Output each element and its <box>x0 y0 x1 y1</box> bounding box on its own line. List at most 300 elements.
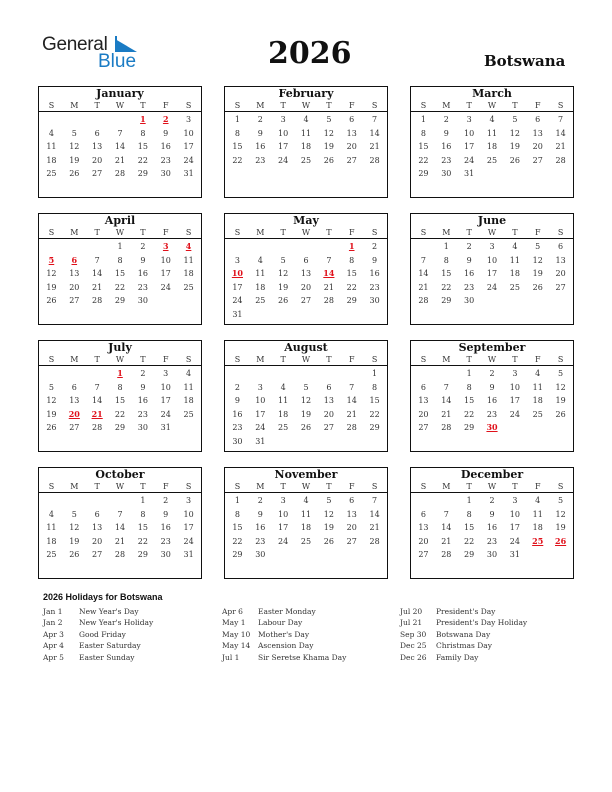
day-cell: 10 <box>183 128 194 138</box>
day-cell: 2 <box>489 496 495 505</box>
weekday-label: T <box>140 355 146 364</box>
day-cell: 27 <box>418 550 429 560</box>
day-cell <box>340 548 363 562</box>
day-cell: 2 <box>489 369 495 378</box>
day-cell: 3 <box>466 115 472 124</box>
day-cell: 25 <box>278 423 289 433</box>
day-cell <box>481 294 504 308</box>
day-cell: 25 <box>46 550 57 560</box>
day-cell: 24 <box>160 282 171 292</box>
day-cell: 27 <box>92 550 103 560</box>
holiday-entry-date: Apr 4 <box>43 641 64 651</box>
day-cell: 27 <box>555 282 566 292</box>
day-cell: 5 <box>512 115 518 124</box>
day-cell <box>412 367 435 381</box>
weekday-label: F <box>162 482 169 491</box>
day-cell: 1 <box>372 369 378 378</box>
day-cell: 7 <box>372 496 378 505</box>
day-cell: 27 <box>92 169 103 179</box>
day-cell: 26 <box>323 155 334 165</box>
week-row <box>226 127 386 141</box>
weekday-label: T <box>326 355 332 364</box>
day-cell: 5 <box>558 369 564 378</box>
day-cell: 16 <box>255 523 266 533</box>
holiday-entry-name: Sir Seretse Khama Day <box>258 652 347 662</box>
week-row <box>40 254 200 268</box>
day-cell: 4 <box>489 115 495 124</box>
day-cell: 16 <box>160 523 171 533</box>
week-row <box>226 381 386 395</box>
holiday-entry-name: Good Friday <box>79 629 126 639</box>
day-cell <box>435 367 458 381</box>
day-cell: 18 <box>183 269 194 279</box>
day-cell: 1 <box>466 496 472 505</box>
day-cell: 31 <box>509 550 520 560</box>
day-cell: 13 <box>300 269 312 279</box>
day-cell: 8 <box>140 128 146 138</box>
day-cell: 21 <box>369 523 380 533</box>
day-cell: 29 <box>369 423 380 433</box>
day-cell: 17 <box>160 396 171 406</box>
day-cell: 1 <box>234 115 240 124</box>
holiday-date: 1 <box>348 241 355 251</box>
day-cell: 15 <box>137 142 148 152</box>
holiday-date: 21 <box>91 408 103 419</box>
day-cell <box>526 548 549 562</box>
weekday-label: T <box>280 355 286 364</box>
day-cell: 8 <box>466 509 472 519</box>
weekday-label: S <box>48 228 55 237</box>
weekday-label: M <box>70 228 79 237</box>
month-august <box>224 340 388 452</box>
weekday-label: F <box>162 355 169 364</box>
day-cell: 5 <box>558 496 564 505</box>
day-cell: 30 <box>232 436 243 446</box>
day-cell: 16 <box>137 269 148 279</box>
day-cell: 31 <box>255 436 266 446</box>
day-cell: 16 <box>232 409 243 419</box>
day-cell: 15 <box>369 396 380 406</box>
day-cell: 9 <box>257 509 263 519</box>
day-cell: 6 <box>349 496 355 505</box>
week-row <box>40 421 200 435</box>
day-cell: 3 <box>186 496 192 505</box>
day-cell: 24 <box>486 282 498 292</box>
day-cell: 17 <box>183 142 194 152</box>
day-cell <box>63 494 86 508</box>
day-cell: 11 <box>509 255 520 265</box>
day-cell: 31 <box>160 423 171 433</box>
day-cell: 8 <box>140 509 146 519</box>
weekday-label: F <box>348 228 355 237</box>
holiday-entry-name: Botswana Day <box>436 629 491 639</box>
weekday-label: W <box>115 101 125 110</box>
month-title: October <box>95 468 145 481</box>
weekday-label: T <box>512 355 518 364</box>
day-cell: 5 <box>48 382 54 392</box>
month-february <box>224 86 388 198</box>
week-row <box>40 267 200 281</box>
day-cell: 10 <box>278 128 289 138</box>
day-cell: 11 <box>183 255 194 265</box>
day-cell: 2 <box>257 496 263 505</box>
weekday-label: S <box>557 355 564 364</box>
weekday-label: F <box>534 101 541 110</box>
day-cell: 19 <box>323 142 334 152</box>
day-cell: 28 <box>418 296 429 306</box>
day-cell: 26 <box>69 550 80 560</box>
day-cell: 23 <box>486 536 498 546</box>
day-cell <box>503 294 526 308</box>
holiday-entry <box>400 629 527 640</box>
day-cell: 12 <box>46 396 57 406</box>
day-cell: 24 <box>509 409 520 419</box>
holiday-entry <box>400 606 527 617</box>
day-cell: 28 <box>346 423 357 433</box>
day-cell: 27 <box>323 423 334 433</box>
day-cell: 11 <box>532 509 543 519</box>
day-cell: 22 <box>137 155 148 165</box>
day-cell: 9 <box>372 255 378 265</box>
day-cell: 14 <box>92 269 103 279</box>
day-cell: 10 <box>486 255 498 265</box>
day-cell: 28 <box>114 550 126 560</box>
day-cell: 17 <box>232 282 243 292</box>
holiday-entry-date: May 14 <box>222 641 251 651</box>
day-cell: 23 <box>441 155 452 165</box>
day-cell: 19 <box>278 282 289 292</box>
week-row <box>412 127 572 141</box>
day-cell: 24 <box>160 409 171 419</box>
week-row <box>412 113 572 127</box>
week-row <box>40 167 200 181</box>
day-cell: 23 <box>369 282 380 292</box>
day-cell: 6 <box>94 509 100 519</box>
holiday-entry <box>400 617 527 628</box>
day-cell: 11 <box>300 128 312 138</box>
day-cell: 26 <box>532 282 543 292</box>
holiday-date: 30 <box>486 422 498 433</box>
holiday-date: 2 <box>162 114 169 124</box>
holiday-entry <box>222 652 346 663</box>
day-cell: 3 <box>280 115 286 124</box>
day-cell: 30 <box>160 169 171 179</box>
day-cell: 22 <box>464 409 475 419</box>
day-cell: 28 <box>92 296 103 306</box>
weekday-label: M <box>442 101 451 110</box>
day-cell <box>317 240 340 254</box>
day-cell: 30 <box>137 423 148 433</box>
day-cell <box>86 367 109 381</box>
day-cell: 30 <box>369 296 380 306</box>
day-cell: 29 <box>232 550 243 560</box>
day-cell: 10 <box>160 255 171 265</box>
day-cell <box>503 167 526 181</box>
day-cell: 13 <box>92 523 103 533</box>
holiday-entry-name: Easter Sunday <box>79 652 135 662</box>
weekday-label: M <box>256 101 265 110</box>
day-cell <box>86 240 109 254</box>
day-cell: 3 <box>257 382 263 392</box>
day-cell <box>295 240 318 254</box>
day-cell: 20 <box>532 142 543 152</box>
weekday-label: T <box>466 101 472 110</box>
day-cell: 24 <box>509 536 520 546</box>
day-cell: 5 <box>280 255 286 265</box>
month-july <box>38 340 202 452</box>
day-cell: 4 <box>535 496 541 505</box>
day-cell: 23 <box>160 155 171 165</box>
weekday-label: F <box>534 228 541 237</box>
day-cell <box>272 367 295 381</box>
day-cell: 13 <box>418 396 429 406</box>
day-cell: 17 <box>509 523 520 533</box>
day-cell: 15 <box>346 269 357 279</box>
day-cell <box>63 113 86 127</box>
day-cell: 8 <box>117 255 123 265</box>
day-cell: 16 <box>441 142 452 152</box>
day-cell: 7 <box>420 255 426 265</box>
week-row <box>226 113 386 127</box>
day-cell: 21 <box>114 536 126 546</box>
day-cell: 12 <box>300 396 312 406</box>
day-cell: 24 <box>232 296 243 306</box>
day-cell: 14 <box>441 523 452 533</box>
week-row <box>226 308 386 322</box>
day-cell: 21 <box>114 155 126 165</box>
day-cell: 13 <box>346 128 357 138</box>
day-cell: 20 <box>346 523 357 533</box>
week-row <box>40 127 200 141</box>
day-cell <box>363 548 386 562</box>
day-cell: 17 <box>486 269 498 279</box>
day-cell: 20 <box>92 155 103 165</box>
day-cell: 11 <box>46 523 57 533</box>
weekday-label: T <box>512 482 518 491</box>
day-cell: 16 <box>255 142 266 152</box>
day-cell: 18 <box>46 155 57 165</box>
day-cell: 27 <box>532 155 543 165</box>
day-cell: 7 <box>558 115 564 124</box>
year-title: 2026 <box>268 36 352 71</box>
day-cell: 12 <box>323 128 334 138</box>
month-november <box>224 467 388 579</box>
week-row <box>412 254 572 268</box>
day-cell <box>40 494 63 508</box>
day-cell: 24 <box>255 423 266 433</box>
day-cell: 29 <box>441 296 452 306</box>
week-row <box>226 548 386 562</box>
week-row <box>40 140 200 154</box>
day-cell: 26 <box>509 155 520 165</box>
day-cell: 5 <box>535 242 541 251</box>
day-cell: 8 <box>372 382 378 392</box>
day-cell: 29 <box>137 550 148 560</box>
day-cell: 19 <box>69 536 80 546</box>
month-title: May <box>293 214 319 227</box>
day-cell: 12 <box>69 142 80 152</box>
day-cell: 17 <box>255 409 266 419</box>
day-cell <box>549 421 572 435</box>
day-cell: 8 <box>443 255 449 265</box>
holiday-entry <box>222 640 346 651</box>
day-cell: 4 <box>535 369 541 378</box>
month-title: April <box>104 214 136 227</box>
month-title: November <box>274 468 338 481</box>
day-cell: 6 <box>71 382 77 392</box>
day-cell: 27 <box>346 155 357 165</box>
week-row <box>412 394 572 408</box>
day-cell: 12 <box>555 509 566 519</box>
day-cell: 29 <box>114 296 126 306</box>
weekday-label: S <box>557 482 564 491</box>
day-cell: 13 <box>69 396 80 406</box>
day-cell: 27 <box>69 423 80 433</box>
holiday-entry-date: May 1 <box>222 618 246 628</box>
holiday-entry-date: May 10 <box>222 629 251 639</box>
day-cell <box>503 421 526 435</box>
weekday-label: F <box>348 482 355 491</box>
holiday-entry-date: Apr 5 <box>43 652 64 662</box>
weekday-label: W <box>115 228 125 237</box>
weekday-label: F <box>348 355 355 364</box>
weekday-label: T <box>326 101 332 110</box>
week-row <box>412 240 572 254</box>
week-row <box>226 294 386 308</box>
day-cell: 29 <box>346 296 357 306</box>
weekday-label: M <box>70 101 79 110</box>
weekday-label: T <box>94 482 100 491</box>
day-cell: 10 <box>509 509 520 519</box>
day-cell: 11 <box>532 382 543 392</box>
day-cell: 28 <box>555 155 566 165</box>
weekday-header <box>225 101 387 112</box>
day-cell: 16 <box>464 269 475 279</box>
week-row <box>226 254 386 268</box>
day-cell: 23 <box>464 282 475 292</box>
day-cell: 20 <box>92 536 103 546</box>
day-cell: 19 <box>509 142 520 152</box>
weekday-label: S <box>371 101 378 110</box>
week-row <box>412 281 572 295</box>
day-cell: 5 <box>303 382 309 392</box>
day-cell: 11 <box>255 269 266 279</box>
weekday-label: T <box>94 101 100 110</box>
week-row <box>40 281 200 295</box>
day-cell: 11 <box>278 396 289 406</box>
day-cell: 5 <box>71 128 77 138</box>
day-cell <box>295 435 318 449</box>
day-cell: 12 <box>278 269 289 279</box>
week-row <box>226 240 386 254</box>
day-cell: 31 <box>464 169 475 179</box>
day-cell: 4 <box>186 369 192 378</box>
day-cell: 3 <box>512 369 518 378</box>
day-cell: 15 <box>114 396 126 406</box>
day-cell <box>40 367 63 381</box>
day-cell: 10 <box>255 396 266 406</box>
day-cell: 10 <box>160 382 171 392</box>
holiday-entry-name: President's Day Holiday <box>436 618 528 628</box>
weekday-label: S <box>234 355 241 364</box>
day-cell: 19 <box>555 396 566 406</box>
day-cell: 22 <box>418 155 429 165</box>
general-blue-logo <box>42 34 142 74</box>
day-cell: 22 <box>369 409 380 419</box>
day-cell: 9 <box>163 509 169 519</box>
day-cell: 22 <box>114 282 126 292</box>
day-cell: 20 <box>555 269 566 279</box>
weekday-label: T <box>466 228 472 237</box>
day-cell: 16 <box>369 269 380 279</box>
day-cell: 13 <box>418 523 429 533</box>
day-cell: 5 <box>326 496 332 505</box>
day-cell: 29 <box>114 423 126 433</box>
weekday-label: S <box>185 355 192 364</box>
weekday-label: T <box>466 355 472 364</box>
day-cell: 6 <box>558 242 564 251</box>
week-row <box>412 535 572 549</box>
weekday-label: T <box>512 228 518 237</box>
weekday-label: T <box>140 228 146 237</box>
week-row <box>40 381 200 395</box>
day-cell: 26 <box>46 296 57 306</box>
weekday-label: M <box>256 482 265 491</box>
day-cell <box>154 294 177 308</box>
day-cell: 21 <box>92 282 103 292</box>
day-cell: 1 <box>466 369 472 378</box>
weekday-header <box>39 228 201 239</box>
day-cell: 13 <box>69 269 80 279</box>
day-cell: 29 <box>464 423 475 433</box>
day-cell: 25 <box>46 169 57 179</box>
day-cell: 1 <box>140 496 146 505</box>
week-row <box>40 521 200 535</box>
day-cell: 30 <box>486 550 498 560</box>
day-cell: 22 <box>464 536 475 546</box>
holiday-date: 6 <box>71 254 78 265</box>
day-cell: 22 <box>232 536 243 546</box>
day-cell: 17 <box>464 142 475 152</box>
week-row <box>226 154 386 168</box>
day-cell: 24 <box>183 155 194 165</box>
week-row <box>226 521 386 535</box>
day-cell <box>317 435 340 449</box>
day-cell: 4 <box>257 255 263 265</box>
weekday-label: T <box>140 482 146 491</box>
day-cell: 6 <box>349 115 355 124</box>
day-cell: 25 <box>183 282 194 292</box>
holiday-date: 3 <box>162 241 169 251</box>
month-title: January <box>96 87 144 100</box>
holiday-date: 26 <box>555 535 567 546</box>
day-cell <box>109 494 132 508</box>
day-cell: 17 <box>183 523 194 533</box>
day-cell: 23 <box>137 282 148 292</box>
week-row <box>412 548 572 562</box>
month-october <box>38 467 202 579</box>
day-cell: 27 <box>69 296 80 306</box>
day-cell: 15 <box>464 396 475 406</box>
weekday-label: T <box>140 101 146 110</box>
day-cell: 29 <box>418 169 429 179</box>
day-cell: 17 <box>278 142 289 152</box>
day-cell: 9 <box>140 255 146 265</box>
holiday-column <box>222 606 346 663</box>
week-row <box>412 494 572 508</box>
day-cell <box>549 294 572 308</box>
day-cell: 30 <box>441 169 452 179</box>
